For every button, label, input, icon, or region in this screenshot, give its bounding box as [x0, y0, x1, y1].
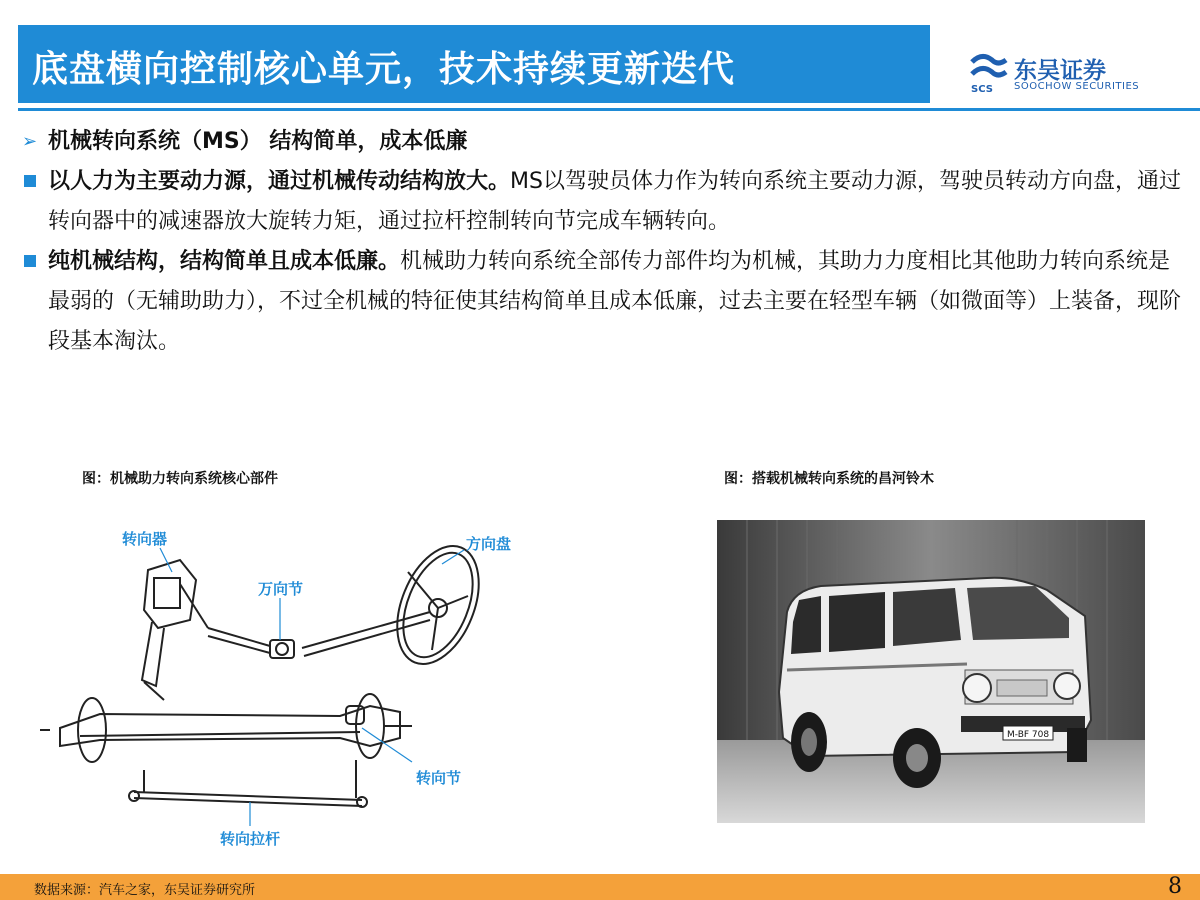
steering-diagram-illustration [40, 500, 560, 870]
van-illustration [717, 520, 1145, 823]
title-bar [18, 25, 930, 103]
logo-mark-text: SCS [971, 84, 993, 94]
figure-caption-left: 图：机械助力转向系统核心部件 [82, 471, 278, 487]
square-bullet-icon [24, 255, 36, 267]
bullet-bold-text: 机械转向系统（MS） 结构简单，成本低廉 [48, 129, 468, 154]
data-source: 数据来源：汽车之家，东吴证券研究所 [34, 883, 256, 898]
page-title: 底盘横向控制核心单元，技术持续更新迭代 [32, 49, 736, 90]
company-logo [968, 48, 1148, 98]
page-number: 8 [1168, 874, 1182, 899]
license-plate-text: M-BF 708 [1007, 730, 1050, 740]
bullet-item [18, 122, 1188, 162]
logo-cn-text: 东吴证券 [1014, 58, 1106, 84]
bullet-body-text: MS以驾驶员体力作为转向系统主要动力源，驾驶员转动方向盘，通过转向器中的减速器放大旋转力矩，通过拉杆控制转向节完成车辆转向。 [48, 169, 1181, 234]
steering-system-diagram [40, 500, 560, 870]
bullet-item [18, 162, 1188, 242]
bullet-bold-text: 以人力为主要动力源，通过机械传动结构放大。 [48, 169, 511, 194]
title-divider [18, 108, 1200, 111]
square-bullet-icon [24, 175, 36, 187]
logo-mark-icon [968, 50, 1010, 94]
arrow-bullet-icon: ➢ [22, 131, 38, 152]
bullet-bold-text: 纯机械结构，结构简单且成本低廉。 [48, 249, 401, 274]
footer-bar [0, 874, 1200, 900]
label-steering-gear: 转向器 [122, 530, 168, 548]
van-photo [717, 520, 1145, 823]
logo-en-text: SOOCHOW SECURITIES [1014, 81, 1140, 92]
label-universal-joint: 万向节 [258, 580, 304, 598]
figure-caption-right: 图：搭载机械转向系统的昌河铃木 [724, 471, 934, 487]
bullet-item [18, 242, 1188, 362]
bullet-list [18, 122, 1188, 362]
label-knuckle: 转向节 [416, 769, 462, 787]
label-tie-rod: 转向拉杆 [220, 830, 281, 848]
bullet-body-text: 机械助力转向系统全部传力部件均为机械，其助力力度相比其他助力转向系统是最弱的（无辅助助力），不过全机械的特征使其结构简单且成本低廉，过去主要在轻型车辆（如微面等）上装备，现阶段基本淘汰。 [48, 249, 1182, 354]
label-steering-wheel: 方向盘 [466, 535, 512, 553]
